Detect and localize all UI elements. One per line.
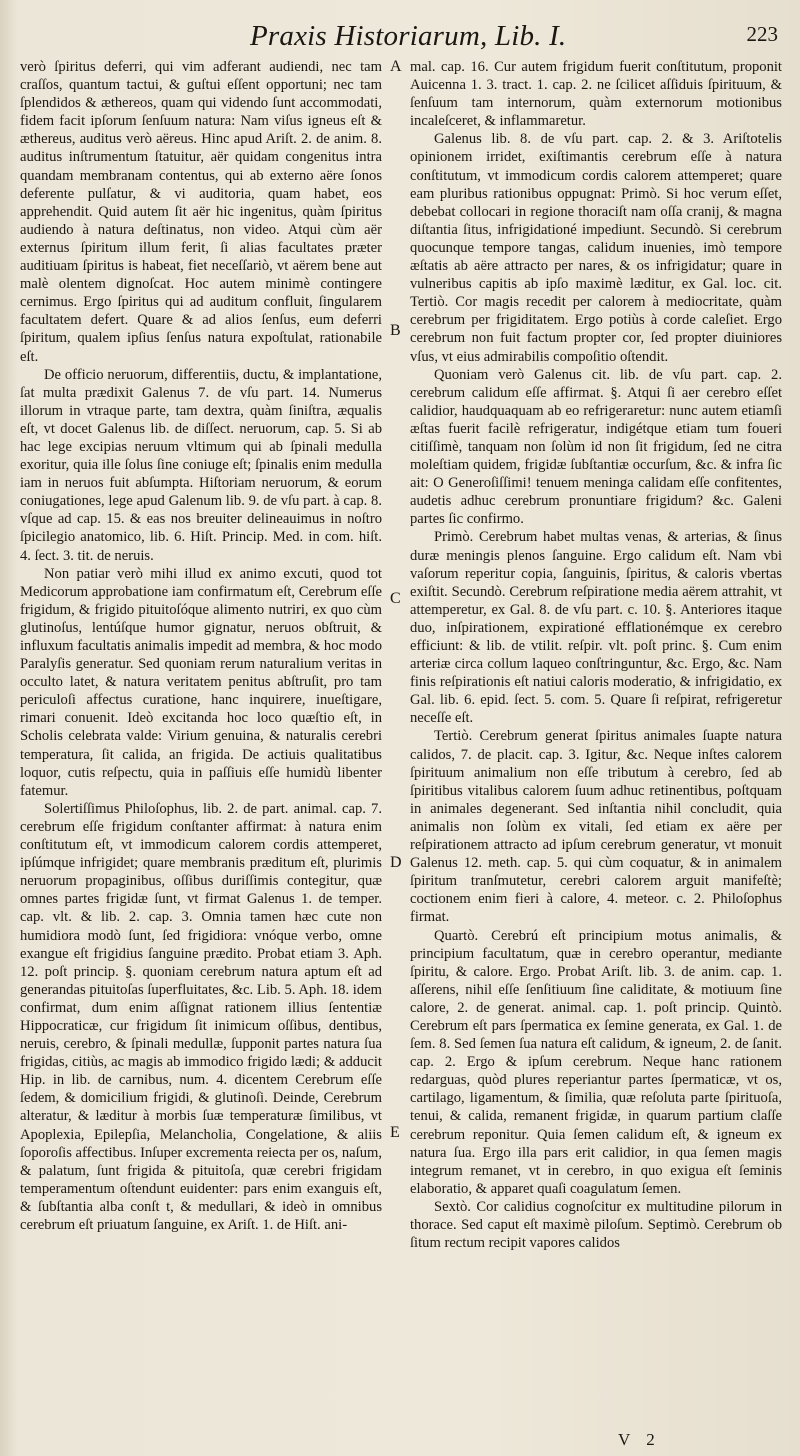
margin-letter-e: E <box>390 1124 400 1141</box>
paragraph: Solertiſſimus Philoſophus, lib. 2. de part. animal. cap. 7. cerebrum eſſe frigidum conſtanter affirmat: à natura enim conſtitutum eſt, vt immodicum calorem cordis attemperet, ipſúmque infrigidet; quare membranis præditum eſt, plurimis neruorum propaginibus, oſſibus duriſſimis contegitur, quæ omnes partes frigidæ ſunt, vt firmat Galenus 1. de temper. cap. vlt. & lib. 2. cap. 3. Omnia tamen hæc cute non humidiora modò ſunt, ſed frigidiora: vnóque verbo, omne exangue eſt frigidius ſanguine prædito. Probat etiam 3. Aph. 12. poſt princip. §. quoniam cerebrum natura aptum eſt ad generandas pituitoſas ſuperfluitates, &c. Lib. 5. Aph. 18. idem confirmat, dum enim aſſignat rationem illius ſententiæ Hippocraticæ, cur frigidum ſit inimicum oſſibus, dentibus, neruis, cerebro, & ſpinali medullæ, ſupponit partes natura ſua frigidas, citiùs, ac magis ab immodico frigido lædi; & adducit Hip. in lib. de carnibus, num. 4. dicentem Cerebrum eſſe ſedem, & domicilium frigidi, & glutinoſi. Deinde, Cerebrum alteratur, & læditur à morbis ſuæ temperaturæ ſimilibus, vt Apoplexia, Epilepſia, Melancholia, Congelatione, & aliis ſoporoſis affectibus. Inſuper excrementa reiecta per os, naſum, & palatum, ſunt frigida & pituitoſa, quæ cerebri frigidam temperamentum oſtendunt euidenter: pars enim exanguis eſt, & ſubſtantia alba conſt t, & medullari, & ideò in omnibus cerebrum eſt priuatum ſanguine, ex Ariſt. 1. de Hiſt. ani- <box>20 800 382 1233</box>
left-text-column <box>20 58 382 1418</box>
margin-letter-d: D <box>390 854 402 871</box>
paragraph: verò ſpiritus deferri, qui vim adferant audiendi, nec tam craſſos, quantum tactui, & guſtui eſſent opportuni; nec tam ſplendidos & æthereos, quam qui videndo ſunt accommodati, fidem facit ipſorum ſenſuum natura: Nam viſus igneus eſt & æthereus, auditus verò aëreus. Hinc apud Ariſt. 2. de anim. 8. auditus inſtrumentum ſtatuitur, aër quidam congenitus intra quandam membranam contentus, qui ab externo aëre ſonos deferente pulſatur, & vi auditoria, quam habet, eos apprehendit. Quid autem ſit aër hic ingenitus, quàm ſpiritus audiendo à natura deſtinatus, non video. Atqui cùm aër externus ſpiritum illum ferit, ſi alias facultates præter auditiuam ſpiritus is habeat, fiet neceſſariò, vt aërem bene aut malè olentem dignoſcat. Hoc autem minimè contingere cernimus. Ergo ſpiritus qui ad auditum confluit, ſingularem facultatem defert. Quare & ad alios ſenſus, eum deferri ſpiritum, qualem ipſius ſenſus natura expoſtulat, rationabile eſt. <box>20 59 382 365</box>
margin-letter-c: C <box>390 590 401 607</box>
paragraph: Quoniam verò Galenus cit. lib. de vſu part. cap. 2. cerebrum calidum eſſe affirmat. §. Atqui ſi aer cerebro eſſet calidior, haudquaquam ab eo refrigeraretur: nunc autem etiamſi æſtas fuerit facilè refrigeratur, indigétque etiam tum foueri citiſſimè, tanquam non ſolùm id non ſit frigidum, ſed ne citra moleſtiam quidem, frigidæ ſubſtantiæ occurſum, &c. & infra ſic ait: O Generoſiſſimi! tenuem meninga calidam eſſe confitentes, audetis adhuc cerebrum pronuntiare frigidum? &c. Galeni partes ſic confirmo. <box>410 366 782 528</box>
paragraph: Non patiar verò mihi illud ex animo excuti, quod tot Medicorum approbatione iam confirmatum eſt, Cerebrum eſſe frigidum, & frigido pituitoſóque alimento nutriri, ex quo cùm glutinoſus, lentúſque humor gignatur, neruos obſtruit, & influxum facultatis animalis impedit ad membra, & hoc modo Paralyſis generatur. Sed quoniam rerum naturalium veritas in occulto latet, & natura veritatem penitus abſtruſit, pro tam periculoſi affectus curatione, hanc inquirere, inueſtigare, rimari conuenit. Ideò excitanda hoc loco quæſtio eſt, in Scholis celebrata valde: Virium genuina, & naturalis cerebri temperatura, ſit calida, an frigida. De actiuis qualitatibus loquor, cutis reſpectu, quia in paſſiuis eſſe humidù libenter fatemur. <box>20 565 382 799</box>
page-header <box>0 18 800 58</box>
page-number: 223 <box>746 22 778 46</box>
margin-letter-b: B <box>390 322 401 339</box>
paragraph: Galenus lib. 8. de vſu part. cap. 2. & 3. Ariſtotelis opinionem irridet, exiſtimantis cerebrum eſſe à natura conſtitutum, vt immodicum cordis calorem attemperet; quare eam pluribus rationibus oppugnat: Primò. Si hoc verum eſſet, debebat collocari in regione thoraciſt nam oſſa cranij, & magna diſtantia ſitus, infrigidationé impediunt. Secundò. Si cerebrum quocunque tempore tangas, calidum inuenies, imò tempore æſtatis ab aëre attracto per nares, & os infrigidatur; quare in vulneribus capitis ab ipſo maximè læditur, ex Gal. loc. cit. Tertiò. Cor magis recedit per calorem à mediocritate, quàm cerebrum per frigiditatem. Ergo potiùs à corde caleſiet. Ergo cerebrum non fuit factum propter cor, ſed propter diuiniores vſus, vt eius admirabilis compoſitio oſtendit. <box>410 131 782 365</box>
margin-section-letters <box>384 58 410 1418</box>
paragraph: De officio neruorum, differentiis, ductu, & implantatione, ſat multa prædixit Galenus 7. de vſu part. 14. Numerus illorum in vtraque parte, tam dextra, quàm ſiniſtra, æqualis eſt, vt docet Galenus lib. de diſſect. neruorum, cap. 5. Si ab hac lege excipias neruum vltimum qui ab ſpinali medulla exoritur, quia ille ſolus ſine coniuge eſt; ſpinalis enim medulla iam in neruos fuit abſumpta. Hiſtoriam neruorum, & eorum coniugationes, lege apud Galenum lib. 9. de vſu part. à cap. 8. vſque ad cap. 15. & eas nos breuiter delineauimus in noſtro ſpicilegio anatomico, lib. 6. Hiſt. Princip. Med. in com. hiſt. 4. ſect. 3. tit. de neruis. <box>20 366 382 564</box>
paragraph: Sextò. Cor calidius cognoſcitur ex multitudine pilorum in thorace. Sed caput eſt maximè piloſum. Septimò. Cerebrum ob ſitum rectum recipit vapores calidos <box>410 1198 782 1252</box>
right-text-column <box>410 58 782 1418</box>
paragraph: mal. cap. 16. Cur autem frigidum fuerit conſtitutum, proponit Auicenna 1. 3. tract. 1. cap. 2. ne ſcilicet aſſiduis ſpirituum, & ſenſuum tam internorum, quàm externorum motionibus incaleſceret, & inflammaretur. <box>410 59 782 130</box>
margin-letter-a: A <box>390 58 402 75</box>
paragraph: Tertiò. Cerebrum generat ſpiritus animales ſuapte natura calidos, 7. de placit. cap. 3. Igitur, &c. Neque inſtes calorem ſpirituum animalium non eſſe tributum à cerebro, ſed ab ſpiritibus vitalibus calorem ſuum adhuc retinentibus, poſtquam in animales degenerant. Sed inſtantia nihil concludit, quia animalis non ſolùm ex vitali, ſed etiam ex aëre per reſpirationem attracto ad ipſum cerebrum generatur, vt monuit Galenus 12. meth. cap. 5. qui cùm coquatur, & in animalem ſpiritum tranſmutetur, cerebri calorem arguit manifeſtè; coctionem enim fieri à calore, 4. meteor. c. 2. Philoſophus firmat. <box>410 728 782 926</box>
paragraph: Quartò. Cerebrú eſt principium motus animalis, & principium facultatum, quæ in cerebro operantur, mediante ſpiritu, & calore. Ergo. Probat Ariſt. lib. 3. de anim. cap. 1. aſſerens, nihil eſſe ſenſitiuum ſine caliditate, & motiuum ſine calore, 2. de generat. animal. cap. 1. poſt princip. Quintò. Cerebrum eſt pars ſpermatica ex ſemine generata, ex Gal. 1. de ſem. 8. Sed ſemen ſua natura eſt calidum, & igneum, 2. de ſanit. cap. 2. Ergo & ipſum cerebrum. Neque hanc rationem redarguas, quòd plures reperiantur partes ſpermaticæ, vt os, cartilago, ligamentum, & ſimilia, quæ reſoluta parte ſpirituoſa, tenui, & calida, remanent frigidæ, in quarum partium claſſe cerebrum reponitur. Quia ſemen calidum eſt, & igneum ex natura ſua. Ergo illa pars erit calidior, in qua ſemen magis integrum remanet, vt in cerebro, in quo exigua eſt ſeminis elaboratio, & apparet quaſi coagulatum ſemen. <box>410 927 782 1197</box>
paragraph: Primò. Cerebrum habet multas venas, & arterias, & ſinus duræ meningis plenos ſanguine. Ergo calidum eſt. Nam vbi vaſorum reperitur copia, ſanguinis, ſpiritus, & caloris vbertas exiſtit. Secundò. Cerebrum reſpiratione media aërem attrahit, vt attemperetur, ex Gal. 8. de vſu part. c. 10. §. Anteriores itaque duo, inſpirationem, expirationé efflationémque ex cerebro efficiunt: & lib. de vtilit. reſpir. vlt. poſt princ. §. Cum enim arteriæ circa collum laqueo conſtringuntur, &c. Ergo, &c. Nam finis reſpirationis eſt natiui caloris moderatio, & infrigidatio, ex Gal. lib. 6. epid. ſect. 5. com. 5. Quare ſi reſpirat, refrigeretur neceſſe eſt. <box>410 529 782 727</box>
signature-mark: V 2 <box>618 1430 661 1449</box>
running-title: Praxis Historiarum, Lib. I. <box>250 20 567 52</box>
